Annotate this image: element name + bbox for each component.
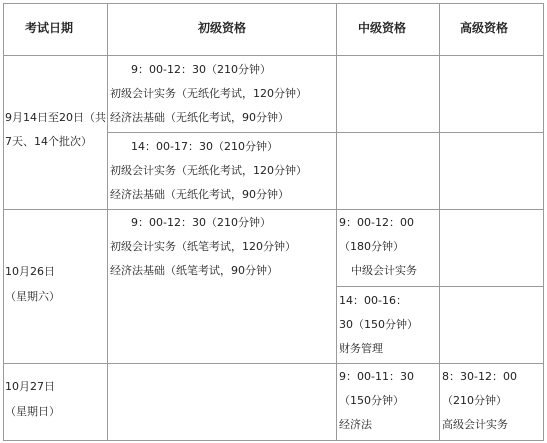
date-oct26-line1: 10月26日 [5, 265, 55, 278]
grid-line [3, 3, 4, 441]
sep-batch1-time: 9：00-12：30（210分钟） [131, 63, 271, 76]
header-exam-date: 考试日期 [25, 21, 74, 35]
sep-batch2-time: 14：00-17：30（210分钟） [131, 140, 278, 153]
grid-line [336, 286, 544, 287]
sep-batch2-subject2: 经济法基础（无纸化考试，90分钟） [110, 188, 289, 201]
oct26-junior-subject1: 初级会计实务（纸笔考试，120分钟） [110, 240, 296, 253]
grid-line [3, 55, 544, 56]
oct26-junior-time: 9：00-12：30（210分钟） [131, 216, 271, 229]
grid-line [336, 3, 337, 441]
sep-batch1-subject2: 经济法基础（无纸化考试，90分钟） [110, 111, 289, 124]
grid-line [107, 132, 544, 133]
oct26-junior-subject2: 经济法基础（纸笔考试，90分钟） [110, 264, 278, 277]
grid-line [3, 440, 544, 441]
sep-batch1-subject1: 初级会计实务（无纸化考试，120分钟） [110, 87, 307, 100]
grid-line [107, 3, 108, 441]
oct26-middle-pm-line1: 14：00-16： [339, 294, 407, 307]
oct26-middle-am-line1: 9：00-12：00 [339, 216, 414, 229]
grid-line [3, 3, 544, 4]
grid-line [543, 3, 544, 441]
date-oct27-line1: 10月27日 [5, 380, 55, 393]
oct27-middle-line3: 经济法 [339, 418, 372, 431]
date-sep-line2: 7天、14个批次） [5, 135, 92, 148]
sep-batch2-subject1: 初级会计实务（无纸化考试，120分钟） [110, 164, 307, 177]
header-middle-level: 中级资格 [358, 21, 407, 35]
oct26-middle-am-line2: （180分钟） [339, 240, 404, 253]
oct26-middle-pm-line2: 30（150分钟） [339, 318, 418, 331]
oct26-middle-am-line3: 中级会计实务 [351, 264, 417, 277]
oct27-middle-line2: （150分钟） [339, 394, 404, 407]
oct27-middle-line1: 9：00-11：30 [339, 370, 414, 383]
oct27-senior-line3: 高级会计实务 [442, 418, 508, 431]
header-senior-level: 高级资格 [460, 21, 509, 35]
oct26-middle-pm-line3: 财务管理 [339, 342, 383, 355]
date-sep-line1: 9月14日至20日（共 [5, 111, 106, 124]
oct27-senior-line1: 8：30-12：00 [442, 370, 517, 383]
date-oct26-line2: （星期六） [5, 290, 60, 303]
grid-line [439, 3, 440, 441]
header-junior-level: 初级资格 [198, 21, 247, 35]
oct27-senior-line2: （210分钟） [442, 394, 507, 407]
grid-line [3, 363, 544, 364]
date-oct27-line2: （星期日） [5, 405, 60, 418]
grid-line [3, 209, 544, 210]
